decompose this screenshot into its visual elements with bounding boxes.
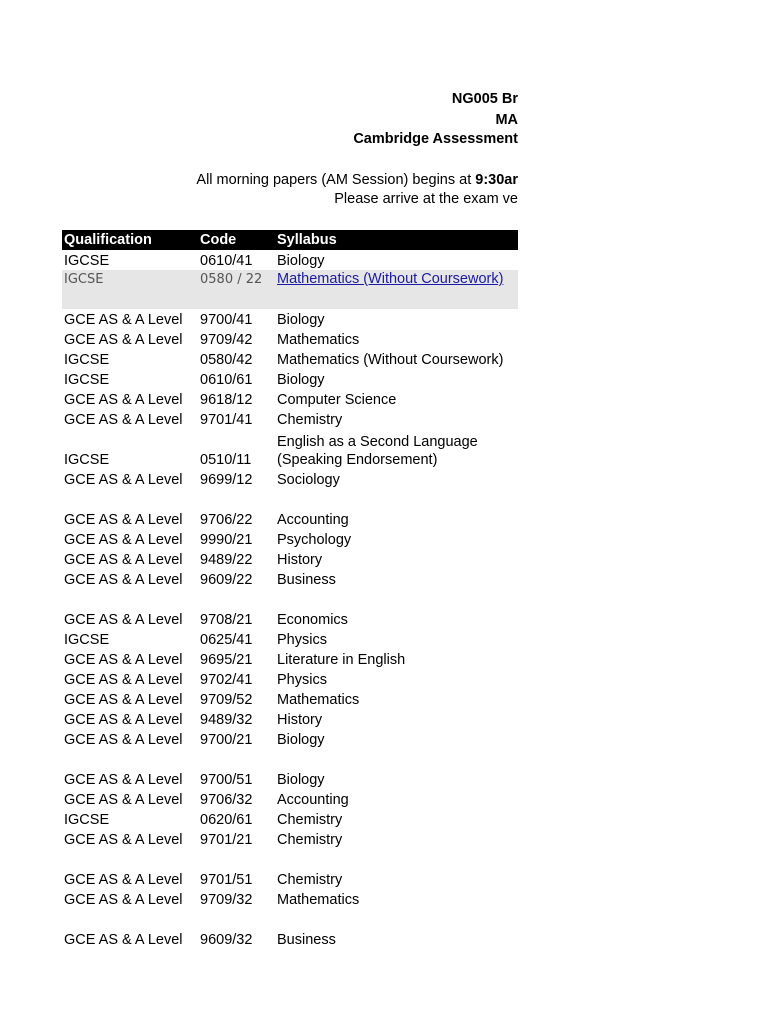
qualification-cell: GCE AS & A Level	[64, 692, 183, 708]
table-row	[62, 809, 518, 829]
qualification-cell: GCE AS & A Level	[64, 312, 183, 328]
table-row	[62, 529, 518, 549]
table-row	[62, 829, 518, 849]
qualification-cell: GCE AS & A Level	[64, 572, 183, 588]
spacer-row	[62, 489, 518, 509]
syllabus-cell: Mathematics	[277, 892, 360, 908]
empty-cell	[275, 749, 518, 769]
empty-cell	[62, 909, 198, 929]
syllabus-cell: Business	[277, 572, 336, 588]
table-row	[62, 270, 518, 309]
qualification-cell: GCE AS & A Level	[64, 612, 183, 628]
syllabus-cell: Mathematics	[277, 332, 360, 348]
code-cell: 9700/21	[200, 732, 253, 748]
table-row	[62, 250, 518, 270]
syllabus-cell: Biology	[277, 312, 325, 328]
table-row	[62, 369, 518, 389]
code-cell: 9709/52	[200, 692, 253, 708]
table-row	[62, 929, 518, 949]
code-cell: 9702/41	[200, 672, 253, 688]
empty-cell	[198, 489, 275, 509]
syllabus-cell: Mathematics (Without Coursework)	[277, 352, 504, 368]
table-row	[62, 389, 518, 409]
month-title: MA	[495, 112, 518, 128]
code-cell: 9489/22	[200, 552, 253, 568]
syllabus-cell: Chemistry	[277, 812, 343, 828]
venue-title: NG005 Br	[451, 91, 518, 107]
qualification-cell: IGCSE	[64, 352, 110, 368]
code-cell: 0610/41	[200, 253, 253, 269]
table-row	[62, 629, 518, 649]
qualification-cell: IGCSE	[62, 270, 198, 309]
syllabus-cell: History	[277, 712, 323, 728]
spacer-row	[62, 589, 518, 609]
qualification-cell: GCE AS & A Level	[64, 472, 183, 488]
column-header-qualification: Qualification	[62, 230, 198, 250]
syllabus-cell: Physics	[277, 672, 327, 688]
syllabus-cell: Computer Science	[277, 392, 397, 408]
qualification-cell: GCE AS & A Level	[64, 652, 183, 668]
table-row	[62, 869, 518, 889]
syllabus-cell: Psychology	[277, 532, 352, 548]
qualification-cell: GCE AS & A Level	[64, 772, 183, 788]
syllabus-cell: Accounting	[277, 792, 349, 808]
code-cell: 9695/21	[200, 652, 253, 668]
code-cell: 9701/21	[200, 832, 253, 848]
syllabus-cell: Business	[277, 932, 336, 948]
spacer-row	[62, 749, 518, 769]
syllabus-cell: Sociology	[277, 472, 340, 488]
code-cell: 9609/22	[200, 572, 253, 588]
empty-cell	[62, 849, 198, 869]
qualification-cell: GCE AS & A Level	[64, 332, 183, 348]
empty-cell	[198, 749, 275, 769]
qualification-cell: GCE AS & A Level	[64, 732, 183, 748]
code-cell: 0625/41	[200, 632, 253, 648]
spacer-row	[62, 909, 518, 929]
qualification-cell: GCE AS & A Level	[64, 532, 183, 548]
table-row	[62, 349, 518, 369]
syllabus-cell: Biology	[277, 253, 325, 269]
code-cell: 0580/42	[200, 352, 253, 368]
code-cell: 9709/32	[200, 892, 253, 908]
empty-cell	[275, 849, 518, 869]
code-cell: 9706/32	[200, 792, 253, 808]
qualification-cell: IGCSE	[64, 632, 110, 648]
qualification-cell: GCE AS & A Level	[64, 832, 183, 848]
table-row	[62, 669, 518, 689]
table-row	[62, 469, 518, 489]
empty-cell	[62, 589, 198, 609]
qualification-cell: GCE AS & A Level	[64, 892, 183, 908]
code-cell: 9618/12	[200, 392, 253, 408]
table-row	[62, 889, 518, 909]
session-time: 9:30ar	[475, 172, 518, 188]
qualification-cell: IGCSE	[64, 812, 110, 828]
arrival-note: Please arrive at the exam ve	[334, 191, 518, 207]
empty-cell	[198, 909, 275, 929]
table-row	[62, 649, 518, 669]
table-row	[62, 769, 518, 789]
qualification-cell: GCE AS & A Level	[64, 792, 183, 808]
empty-cell	[275, 489, 518, 509]
table-body	[62, 250, 518, 949]
table-row	[62, 609, 518, 629]
table-header-row	[62, 230, 518, 250]
syllabus-cell: Chemistry	[277, 412, 343, 428]
column-header-syllabus: Syllabus	[275, 230, 518, 250]
qualification-cell: GCE AS & A Level	[64, 512, 183, 528]
board-title: Cambridge Assessment	[353, 131, 518, 147]
syllabus-cell: Mathematics	[277, 692, 360, 708]
qualification-cell: GCE AS & A Level	[64, 872, 183, 888]
session-note	[196, 172, 518, 188]
table-row	[62, 709, 518, 729]
code-cell: 0510/11	[200, 452, 252, 468]
syllabus-cell: English as a Second Language (Speaking Endorsement)	[277, 434, 478, 468]
syllabus-cell: History	[277, 552, 323, 568]
table-row	[62, 729, 518, 749]
syllabus-cell: Physics	[277, 632, 327, 648]
empty-cell	[62, 749, 198, 769]
syllabus-cell: Biology	[277, 372, 325, 388]
qualification-cell: GCE AS & A Level	[64, 672, 183, 688]
table-row	[62, 549, 518, 569]
table-row	[62, 789, 518, 809]
table-row	[62, 509, 518, 529]
code-cell: 9708/21	[200, 612, 253, 628]
syllabus-cell: Accounting	[277, 512, 349, 528]
qualification-cell: IGCSE	[64, 372, 110, 388]
exam-schedule-table	[62, 230, 518, 949]
table-row	[62, 309, 518, 329]
code-cell: 0580 / 22	[198, 270, 275, 309]
code-cell: 0620/61	[200, 812, 253, 828]
code-cell: 9701/51	[200, 872, 253, 888]
code-cell: 9700/41	[200, 312, 253, 328]
empty-cell	[275, 909, 518, 929]
syllabus-cell: Literature in English	[277, 652, 406, 668]
table-row	[62, 429, 518, 469]
table-row	[62, 409, 518, 429]
code-cell: 0610/61	[200, 372, 253, 388]
syllabus-link[interactable]: Mathematics (Without Coursework)	[275, 270, 518, 309]
code-cell: 9709/42	[200, 332, 253, 348]
qualification-cell: GCE AS & A Level	[64, 712, 183, 728]
empty-cell	[198, 589, 275, 609]
syllabus-cell: Chemistry	[277, 872, 343, 888]
syllabus-cell: Chemistry	[277, 832, 343, 848]
syllabus-cell: Biology	[277, 732, 325, 748]
qualification-cell: IGCSE	[64, 452, 110, 468]
column-header-code: Code	[198, 230, 275, 250]
code-cell: 9706/22	[200, 512, 253, 528]
code-cell: 9700/51	[200, 772, 253, 788]
code-cell: 9990/21	[200, 532, 253, 548]
spacer-row	[62, 849, 518, 869]
empty-cell	[62, 489, 198, 509]
qualification-cell: IGCSE	[64, 253, 110, 269]
empty-cell	[198, 849, 275, 869]
table-row	[62, 329, 518, 349]
table-row	[62, 689, 518, 709]
code-cell: 9609/32	[200, 932, 253, 948]
qualification-cell: GCE AS & A Level	[64, 392, 183, 408]
session-note-text: All morning papers (AM Session) begins at	[196, 172, 476, 188]
syllabus-cell: Economics	[277, 612, 348, 628]
empty-cell	[275, 589, 518, 609]
table-row	[62, 569, 518, 589]
qualification-cell: GCE AS & A Level	[64, 412, 183, 428]
code-cell: 9699/12	[200, 472, 253, 488]
qualification-cell: GCE AS & A Level	[64, 932, 183, 948]
code-cell: 9701/41	[200, 412, 253, 428]
syllabus-cell: Biology	[277, 772, 325, 788]
qualification-cell: GCE AS & A Level	[64, 552, 183, 568]
code-cell: 9489/32	[200, 712, 253, 728]
